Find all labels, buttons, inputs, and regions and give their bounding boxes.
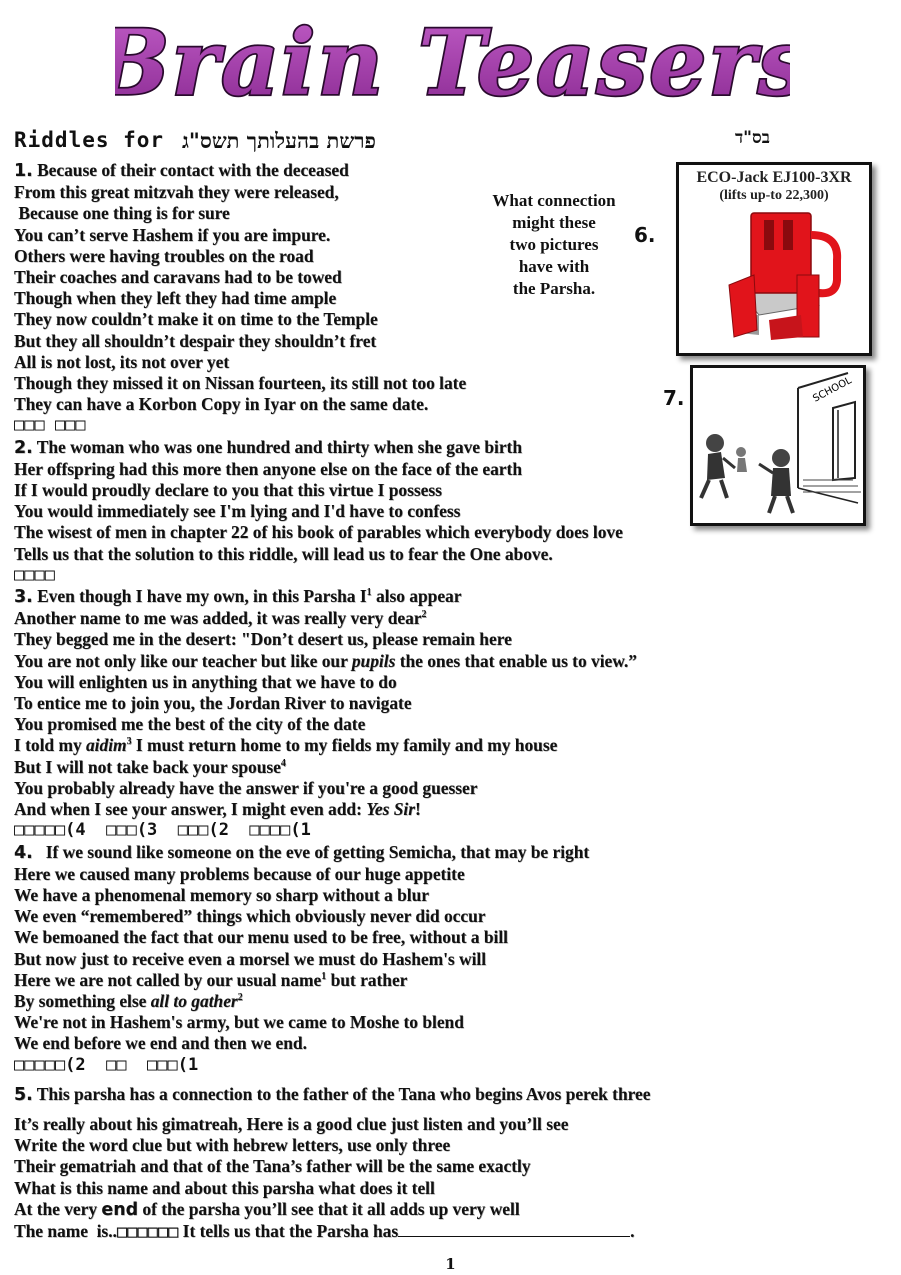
- question-line: What connection: [492, 191, 616, 210]
- worksheet-heading: [14, 124, 774, 158]
- riddle-line: [14, 586, 774, 608]
- school-illustration: [693, 368, 863, 523]
- jack-illustration: [679, 165, 869, 353]
- emphasis-text: all to gather: [150, 990, 238, 1011]
- riddle-line: We even “remembered” things which obviously never did occur: [14, 906, 486, 927]
- riddle-line: All is not lost, its not over yet: [14, 351, 230, 372]
- answer-blank[interactable]: [398, 1222, 630, 1237]
- riddle-number: 5.: [14, 1084, 33, 1105]
- riddle-line: You can’t serve Hashem if you are impure.: [14, 224, 331, 245]
- footnote-mark: 4: [280, 757, 286, 769]
- riddle-line: [14, 651, 774, 672]
- riddle-line: They now couldn’t make it on time to the Temple: [14, 309, 378, 330]
- riddle-text: The name is..: [14, 1220, 117, 1241]
- riddle-line: [14, 1199, 774, 1221]
- riddle-1: [14, 160, 774, 437]
- riddle-line: [14, 735, 774, 756]
- riddle-line: [14, 970, 774, 991]
- riddle-line: Tells us that the solution to this riddle, will lead us to fear the One above.: [14, 543, 553, 564]
- riddle-line: They can have a Korbon Copy in Iyar on the same date.: [14, 394, 429, 415]
- riddle-5: [14, 1084, 774, 1243]
- riddle-line: [14, 608, 774, 629]
- riddle-text: !: [415, 799, 421, 820]
- riddle-line: Others were having troubles on the road: [14, 245, 314, 266]
- riddle-line: It’s really about his gimatreah, Here is a good clue just listen and you’ll see: [14, 1113, 569, 1134]
- riddle-line: [14, 1084, 774, 1106]
- page-number: 1: [445, 1255, 456, 1273]
- bsd-mark: בס"ד: [735, 128, 770, 148]
- riddle-line: What is this name and about this parsha what does it tell: [14, 1177, 435, 1198]
- riddle-text: And when I see your answer, I might even add:: [14, 799, 367, 820]
- riddle-text: But I will not take back your spouse: [14, 756, 281, 777]
- riddle-text: .: [630, 1220, 635, 1241]
- parsha-name-hebrew: פרשת בהעלותך תשס"ג: [182, 128, 376, 153]
- question-line: might these: [512, 213, 596, 232]
- question-line: two pictures: [509, 235, 599, 254]
- answer-boxes: □□□ □□□: [14, 415, 86, 436]
- riddle-line: We have a phenomenal memory so sharp without a blur: [14, 884, 429, 905]
- riddle-number: 4.: [14, 842, 33, 863]
- answer-boxes: □□□□□(2 □□ □□□(1: [14, 1054, 199, 1075]
- riddle-line: The wisest of men in chapter 22 of his book of parables which everybody does love: [14, 522, 623, 543]
- riddle-line: You would immediately see I'm lying and I'd have to confess: [14, 501, 461, 522]
- question-line: the Parsha.: [512, 279, 596, 298]
- riddle-line: [14, 991, 774, 1012]
- footnote-mark: 2: [421, 609, 427, 621]
- riddle-text: The woman who was one hundred and thirty when she gave birth: [36, 436, 523, 457]
- page-title: Brain Teasers: [115, 10, 790, 114]
- riddle-line: Write the word clue but with hebrew letters, use only three: [14, 1135, 451, 1156]
- riddle-line: You probably already have the answer if you're a good guesser: [14, 777, 478, 798]
- riddle-line: Because one thing is for sure: [14, 203, 230, 224]
- emphasis-text: aidim: [85, 735, 127, 756]
- riddle-line: [14, 1221, 774, 1243]
- riddle-line: We're not in Hashem's army, but we came to Moshe to blend: [14, 1012, 464, 1033]
- riddle-text: I must return home to my fields my family and my house: [131, 735, 558, 756]
- footnote-mark: 1: [366, 587, 372, 599]
- footnote-mark: 2: [237, 992, 243, 1004]
- riddle-line: If I would proudly declare to you that this virtue I possess: [14, 480, 442, 501]
- riddle-2: [14, 437, 774, 586]
- title-banner: [115, 6, 790, 114]
- riddle-text: This parsha has a connection to the father of the Tana who begins Avos perek three: [36, 1083, 651, 1104]
- emphasis-text: pupils: [351, 650, 396, 671]
- riddle-text: Even though I have my own, in this Parsha I: [37, 586, 367, 607]
- riddle-number: 1.: [14, 161, 33, 181]
- riddle-line: Her offspring had this more then anyone else on the face of the earth: [14, 458, 522, 479]
- footnote-mark: 3: [126, 736, 132, 748]
- question-line: have with: [518, 257, 590, 276]
- riddle-line: Though when they left they had time ample: [14, 288, 337, 309]
- jack-picture: [676, 162, 872, 356]
- riddle-line: From this great mitzvah they were released,: [14, 182, 339, 203]
- school-sign: SCHOOL: [811, 375, 854, 405]
- riddle-text: I told my: [14, 735, 86, 756]
- riddle-3: [14, 586, 774, 841]
- emphasis-text: end: [101, 1199, 139, 1220]
- riddle-line: [14, 757, 774, 778]
- riddle-text: the ones that enable us to view.”: [395, 650, 637, 671]
- riddle-number: 2.: [14, 437, 33, 458]
- riddle-text: Here we are not called by our usual name: [14, 969, 322, 990]
- riddle-line: Here we caused many problems because of our huge appetite: [14, 863, 465, 884]
- riddle-line: We end before we end and then we end.: [14, 1033, 307, 1054]
- answer-boxes: □□□□: [14, 564, 55, 585]
- pictures-question: [470, 190, 638, 300]
- riddle-number: 3.: [14, 587, 33, 608]
- riddle-line: To entice me to join you, the Jordan River to navigate: [14, 693, 412, 714]
- jack-title: ECO-Jack EJ100-3XR: [696, 169, 852, 186]
- title-art: [115, 6, 790, 114]
- riddle-text: of the parsha you’ll see that it all adds up very well: [138, 1198, 520, 1219]
- riddle-text: By something else: [14, 990, 151, 1011]
- riddle-line: They begged me in the desert: "Don’t desert us, please remain here: [14, 629, 512, 650]
- answer-boxes: □□□□□(4 □□□(3 □□□(2 □□□□(1: [14, 820, 311, 841]
- riddle-line: [14, 160, 774, 182]
- school-picture: [690, 365, 866, 526]
- riddle-line: Their coaches and caravans had to be towed: [14, 267, 342, 288]
- riddle-line: Though they missed it on Nissan fourteen, its still not too late: [14, 373, 467, 394]
- riddle-text: Because of their contact with the deceased: [37, 160, 349, 180]
- riddle-text: It tells us that the Parsha has: [178, 1220, 399, 1241]
- riddles-for-label: Riddles for: [14, 128, 165, 152]
- riddle-line: Their gematriah and that of the Tana’s father will be the same exactly: [14, 1156, 531, 1177]
- riddle-text: If we sound like someone on the eve of getting Semicha, that may be right: [32, 841, 590, 862]
- riddle-text: At the very: [14, 1198, 102, 1219]
- riddle-text: but rather: [326, 969, 408, 990]
- riddle-4: [14, 842, 774, 1076]
- riddle-line: You will enlighten us in anything that we have to do: [14, 671, 397, 692]
- riddles-list: [14, 160, 774, 1243]
- question-6-number: 6.: [634, 223, 656, 247]
- emphasis-text: Yes Sir: [366, 799, 416, 820]
- riddle-text: Another name to me was added, it was really very dear: [14, 608, 422, 629]
- question-7-number: 7.: [663, 386, 685, 410]
- riddle-line: [14, 842, 774, 864]
- riddle-line: [14, 799, 774, 820]
- riddle-line: [14, 437, 774, 459]
- jack-subtitle: (lifts up-to 22,300): [719, 188, 829, 203]
- riddle-text: You are not only like our teacher but like our: [14, 650, 352, 671]
- riddle-text: also appear: [371, 586, 462, 607]
- riddle-line: We bemoaned the fact that our menu used to be free, without a bill: [14, 927, 509, 948]
- riddle-line: You promised me the best of the city of the date: [14, 714, 366, 735]
- footnote-mark: 1: [321, 970, 327, 982]
- answer-boxes: □□□□□□: [116, 1221, 179, 1242]
- riddle-line: But now just to receive even a morsel we must do Hashem's will: [14, 948, 487, 969]
- riddle-line: But they all shouldn’t despair they shouldn’t fret: [14, 330, 377, 351]
